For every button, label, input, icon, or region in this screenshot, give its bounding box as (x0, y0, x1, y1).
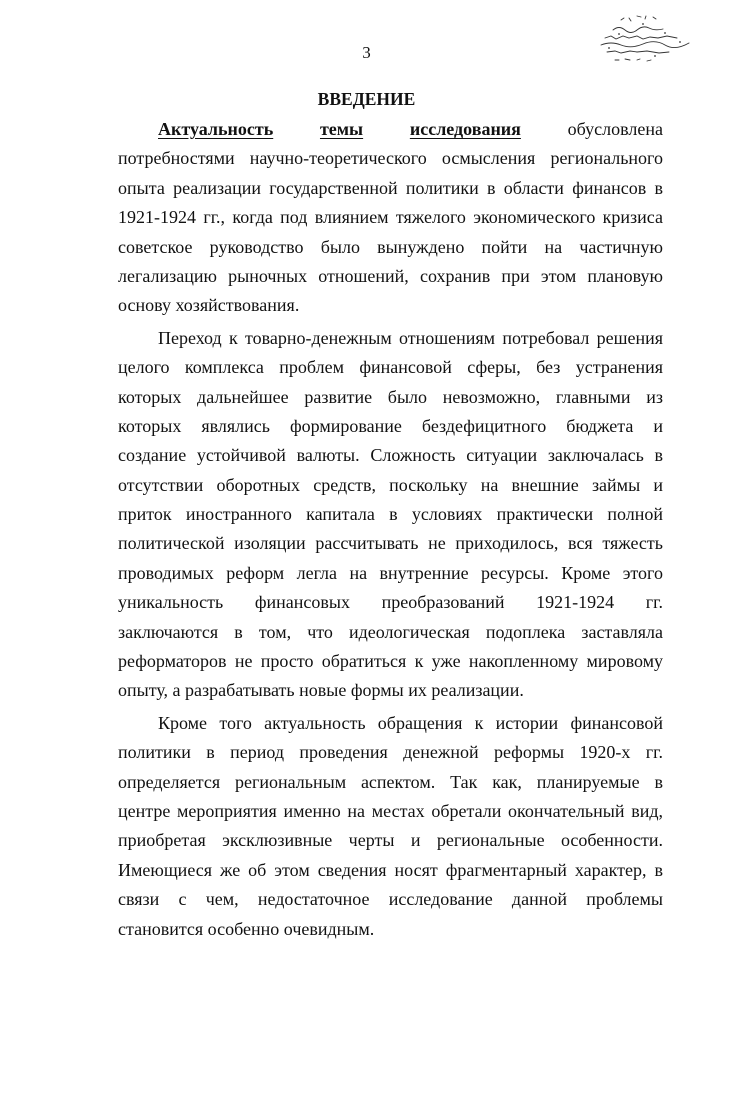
text-line: политики в период проведения денежной реформы 1920-х гг. (118, 742, 663, 763)
page-number: 3 (362, 43, 371, 62)
text-line: уникальность финансовых преобразований 1921-1924 гг. (118, 592, 663, 613)
intro-word: обусловлена (567, 119, 663, 139)
text-line: центре мероприятия именно на местах обретали окончательный вид, (118, 800, 663, 821)
text-line: опыту, а разрабатывать новые формы их реализации. (118, 680, 524, 701)
text-line: 1921-1924 гг., когда под влиянием тяжелого экономического кризиса (118, 207, 663, 228)
text-line: Переход к товарно-денежным отношениям потребовал решения (158, 327, 663, 348)
intro-word: темы (319, 119, 364, 139)
text-line: приток иностранного капитала в условиях практически полной (118, 504, 663, 525)
paragraph-lead-line (118, 115, 663, 144)
archive-stamp-icon (585, 12, 705, 70)
text-line: которых являлись формирование бездефицитного бюджета и (118, 415, 663, 436)
text-line: связи с чем, недостаточное исследование данной проблемы (118, 889, 663, 910)
text-line: основу хозяйствования. (118, 295, 300, 316)
paragraph-3 (118, 709, 663, 944)
text-line: которых дальнейшее развитие было невозможно, главными из (118, 386, 663, 407)
text-line: приобретая эксклюзивные черты и региональные особенности. (118, 830, 663, 851)
text-line: целого комплекса проблем финансовой сферы, без устранения (118, 357, 663, 378)
intro-word: Актуальность (158, 119, 274, 139)
text-line: опыта реализации государственной политики в области финансов в (118, 177, 663, 198)
text-line: становится особенно очевидным. (118, 918, 375, 939)
text-line: советское руководство было вынуждено пойти на частичную (118, 236, 663, 257)
text-line: создание устойчивой валюты. Сложность ситуации заключалась в (118, 445, 663, 466)
text-line: определяется региональным аспектом. Так как, планируемые в (118, 771, 663, 792)
body-text (118, 115, 663, 947)
text-line: заключаются в том, что идеологическая подоплека заставляла (118, 621, 663, 642)
text-line: проводимых реформ легла на внутренние ресурсы. Кроме этого (118, 562, 663, 583)
text-line: Имеющиеся же об этом сведения носят фрагментарный характер, в (118, 859, 663, 880)
text-line: Кроме того актуальность обращения к истории финансовой (158, 712, 663, 733)
text-line: реформаторов не просто обратиться к уже накопленному мировому (118, 651, 663, 672)
section-heading: ВВЕДЕНИЕ (317, 89, 416, 109)
text-line: легализацию рыночных отношений, сохранив при этом плановую (118, 265, 663, 286)
text-line: политической изоляции рассчитывать не приходилось, вся тяжесть (118, 533, 663, 554)
intro-word: исследования (409, 119, 521, 139)
paragraph-2 (118, 324, 663, 706)
text-line: отсутствии оборотных средств, поскольку на внешние займы и (118, 474, 663, 495)
paragraph-1 (118, 115, 663, 321)
text-line: потребностями научно-теоретического осмысления регионального (118, 148, 663, 169)
